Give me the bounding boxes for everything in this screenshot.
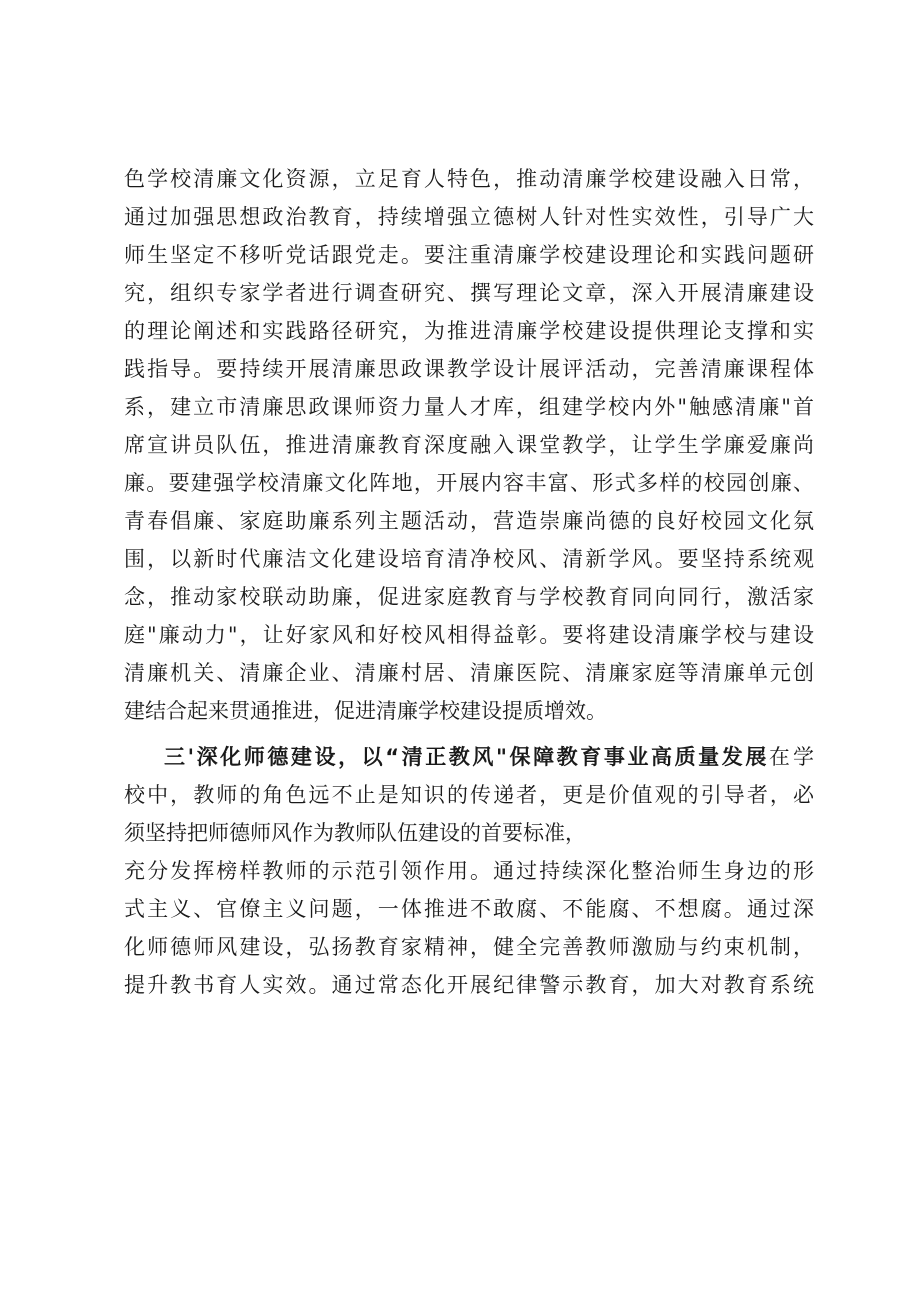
text-line: 化师德师风建设，弘扬教育家精神，健全完善教师激励与约束机制， xyxy=(124,935,814,959)
text-line: 践指导。要持续开展清廉思政课教学设计展评活动，完善清廉课程体 xyxy=(124,357,814,381)
text-line: 通过加强思想政治教育，持续增强立德树人针对性实效性，引导广大 xyxy=(124,205,814,229)
paragraph-role-models xyxy=(124,852,814,1004)
text-line: 廉。要建强学校清廉文化阵地，开展内容丰富、形式多样的校园创廉、 xyxy=(124,471,814,495)
heading-tail-text: 在学 xyxy=(768,745,814,769)
section-heading: 三'深化师德建设，以“清正教风"保障教育事业高质量发展 xyxy=(164,745,769,769)
text-line: 青春倡廉、家庭助廉系列主题活动，营造崇廉尚德的良好校园文化氛 xyxy=(124,509,814,533)
section-heading-line xyxy=(124,738,814,776)
text-line: 师生坚定不移听党话跟党走。要注重清廉学校建设理论和实践问题研 xyxy=(124,243,814,267)
text-line: 提升教书育人实效。通过常态化开展纪律警示教育，加大对教育系统 xyxy=(124,973,814,997)
text-line: 充分发挥榜样教师的示范引领作用。通过持续深化整治师生身边的形 xyxy=(124,859,814,883)
text-line: 究，组织专家学者进行调查研究、撰写理论文章，深入开展清廉建设 xyxy=(124,281,814,305)
text-line: 席宣讲员队伍，推进清廉教育深度融入课堂教学，让学生学廉爱廉尚 xyxy=(124,433,814,457)
section-teacher-ethics xyxy=(124,738,814,852)
text-line: 清廉机关、清廉企业、清廉村居、清廉医院、清廉家庭等清廉单元创 xyxy=(124,661,814,685)
text-line: 色学校清廉文化资源，立足育人特色，推动清廉学校建设融入日常， xyxy=(124,167,814,191)
text-line: 围，以新时代廉洁文化建设培育清净校风、清新学风。要坚持系统观 xyxy=(124,547,814,571)
text-line: 校中，教师的角色远不止是知识的传递者，更是价值观的引导者，必 xyxy=(124,783,814,807)
text-line: 式主义、官僚主义问题，一体推进不敢腐、不能腐、不想腐。通过深 xyxy=(124,897,814,921)
text-line: 的理论阐述和实践路径研究，为推进清廉学校建设提供理论支撑和实 xyxy=(124,319,814,343)
text-line: 庭"廉动力"，让好家风和好校风相得益彰。要将建设清廉学校与建设 xyxy=(124,623,814,647)
text-line: 系，建立市清廉思政课师资力量人才库，组建学校内外"触感清廉"首 xyxy=(124,395,814,419)
text-line: 建结合起来贯通推进，促进清廉学校建设提质增效。 xyxy=(124,699,607,723)
text-line: 念，推动家校联动助廉，促进家庭教育与学校教育同向同行，激活家 xyxy=(124,585,814,609)
document-body xyxy=(124,160,814,1004)
paragraph-clean-school-culture xyxy=(124,160,814,730)
text-line: 须坚持把师德师风作为教师队伍建设的首要标准， xyxy=(124,821,586,845)
